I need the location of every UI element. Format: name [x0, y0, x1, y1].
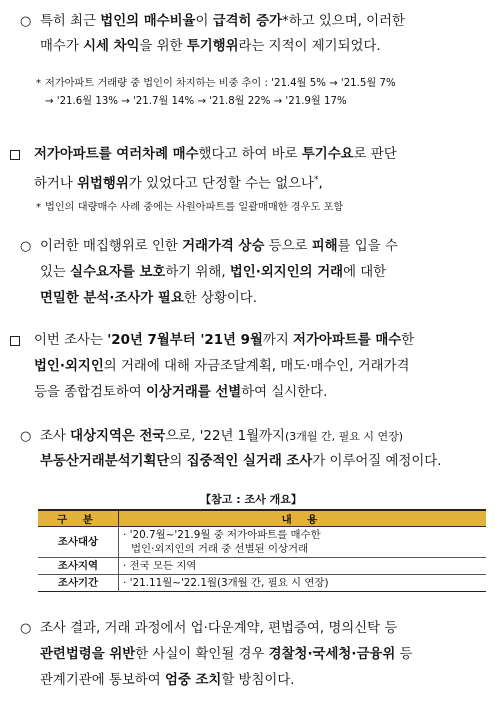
table-row [38, 527, 486, 558]
text-line: 특히 최근 법인의 매수비율이 급격히 증가*하고 있으며, 이러한 [40, 14, 405, 29]
asterisk-icon: * [36, 78, 41, 89]
text-line: 등을 종합검토하여 이상거래를 선별하여 실시한다. [34, 385, 328, 400]
investigation-overview-table [38, 509, 486, 592]
footnote-line: → '21.6월 13% → '21.7월 14% → '21.8월 22% → '21.9월 17% [45, 96, 347, 107]
table-row [38, 575, 486, 592]
text-line: 조사 대상지역은 전국으로, '22년 1월까지(3개월 간, 필요 시 연장) [40, 429, 404, 444]
text-line: 매수가 시세 차익을 위한 투기행위라는 지적이 제기되었다. [40, 39, 381, 54]
row-label: 조사대상 [38, 527, 119, 558]
row-content: · 전국 모든 지역 [119, 558, 487, 575]
asterisk-icon: * [36, 202, 41, 213]
column-header-category: 구 분 [38, 510, 119, 527]
column-header-content: 내 용 [119, 510, 487, 527]
row-label: 조사기간 [38, 575, 119, 592]
text-line: 관계기관에 통보하여 엄중 조치할 방침이다. [40, 673, 295, 688]
text-line: 저가아파트를 여러차례 매수했다고 하여 바로 투기수요로 판단 [34, 147, 397, 162]
square-bullet-icon [10, 150, 20, 160]
footnote-line: 저가아파트 거래량 중 법인이 차지하는 비중 추이 : '21.4월 5% → '21.5월 7% [45, 78, 396, 89]
text-line: 관련법령을 위반한 사실이 확인될 경우 경찰청·국세청·금융위 등 [40, 647, 413, 662]
circle-bullet-icon: ○ [20, 429, 32, 444]
text-line: 부동산거래분석기획단의 집중적인 실거래 조사가 이루어질 예정이다. [40, 454, 442, 469]
text-line: 있는 실수요자를 보호하기 위해, 법인·외지인의 거래에 대한 [40, 265, 387, 280]
table-row [38, 558, 486, 575]
circle-bullet-icon: ○ [20, 621, 32, 636]
footnote-line: 법인의 대량매수 사례 중에는 사원아파트를 일괄매매한 경우도 포함 [45, 202, 344, 213]
row-content: · '21.11월~'22.1월(3개월 간, 필요 시 연장) [123, 577, 329, 589]
circle-bullet-icon: ○ [20, 14, 32, 29]
table-title: 【참고 : 조사 개요】 [200, 493, 302, 506]
text-line: 하거나 위법행위가 있었다고 단정할 수는 없으나*, [34, 175, 323, 192]
text-line: 이번 조사는 '20년 7월부터 '21년 9월까지 저가아파트를 매수한 [34, 333, 415, 348]
text-line: 면밀한 분석·조사가 필요한 상황이다. [40, 291, 257, 306]
row-label: 조사지역 [38, 558, 119, 575]
square-bullet-icon [10, 336, 20, 346]
circle-bullet-icon: ○ [20, 239, 32, 254]
table-header-row [38, 510, 486, 527]
text-line: 법인·외지인의 거래에 대해 자금조달계획, 매도·매수인, 거래가격 [34, 359, 410, 374]
row-content: · '20.7월~'21.9월 중 저가아파트를 매수한 법인·외지인의 거래 중 선별된 이상거래 [119, 527, 487, 558]
text-line: 이러한 매집행위로 인한 거래가격 상승 등으로 피해를 입을 수 [40, 239, 398, 254]
text-line: 조사 결과, 거래 과정에서 업·다운계약, 편법증여, 명의신탁 등 [40, 621, 398, 636]
